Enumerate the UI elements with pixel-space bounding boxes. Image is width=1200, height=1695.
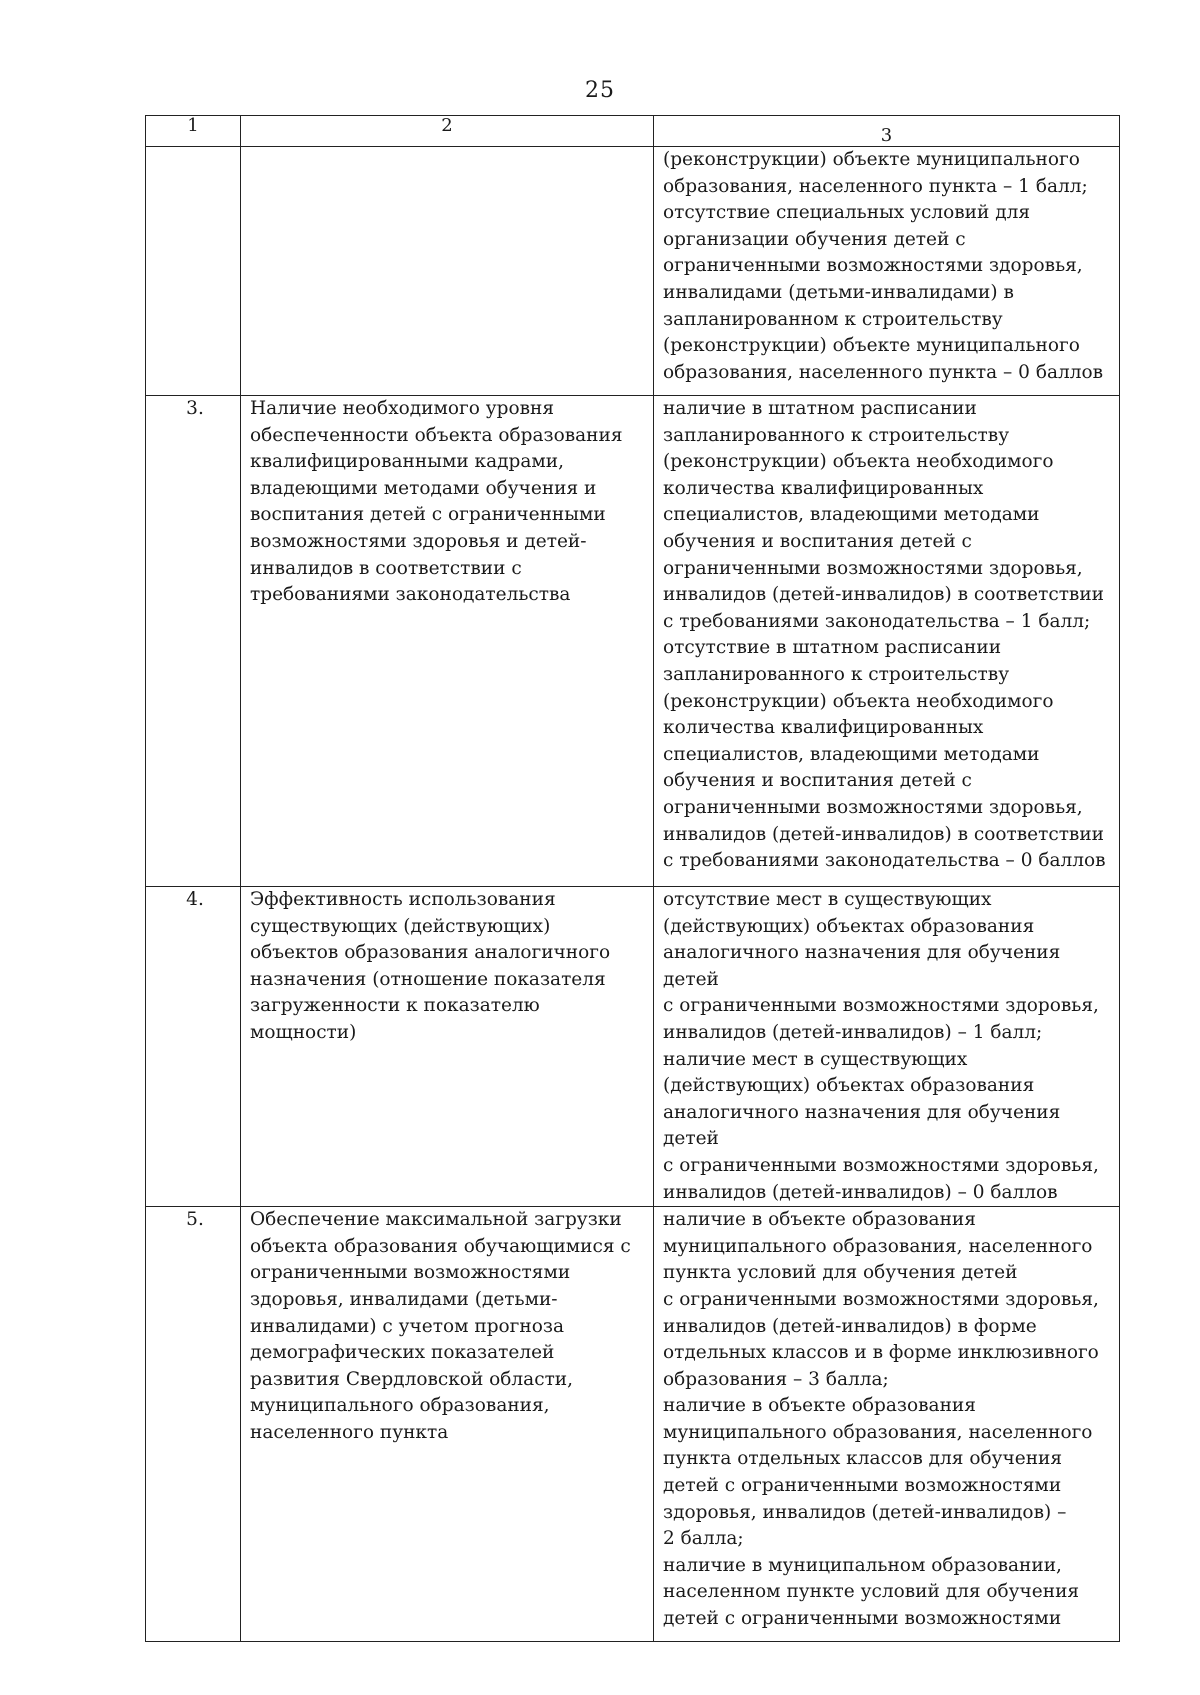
table-row [146,1207,1120,1642]
table-row [146,396,1120,887]
row-number: 4. [146,887,241,1207]
scoring-cell: (реконструкции) объекте муниципального образования, населенного пункта – 1 балл; отсутствие специальных условий для организации обучения детей с ограниченными возможностями здоровья, инвалидами (детьми-инвалидами) в запланированном к строительству (реконструкции) объекте муниципального образования, населенного пункта – 0 баллов [654,147,1120,396]
table-row [146,147,1120,396]
row-number: 3. [146,396,241,887]
criterion-cell [241,147,654,396]
row-number [146,147,241,396]
row-number: 5. [146,1207,241,1642]
criteria-table [145,115,1120,1642]
scoring-cell: наличие в объекте образования муниципального образования, населенного пункта условий для обучения детей с ограниченными возможностями здоровья, инвалидов (детей-инвалидов) в форме отдельных классов и в форме инклюзивного образования – 3 балла; наличие в объекте образования муниципального образования, населенного пункта отдельных классов для обучения детей с ограниченными возможностями здоровья, инвалидов (детей-инвалидов) – 2 балла; наличие в муниципальном образовании, населенном пункте условий для обучения детей с ограниченными возможностями [654,1207,1120,1642]
header-col-3: 3 [654,116,1120,147]
table-row [146,887,1120,1207]
criterion-cell: Эффективность использования существующих (действующих) объектов образования аналогичного назначения (отношение показателя загруженности к показателю мощности) [241,887,654,1207]
criterion-cell: Наличие необходимого уровня обеспеченности объекта образования квалифицированными кадрами, владеющими методами обучения и воспитания детей с ограниченными возможностями здоровья и детей- инвалидов в соответствии с требованиями законодательства [241,396,654,887]
page-number: 25 [585,78,615,103]
table-header-row [146,116,1120,147]
scoring-cell: отсутствие мест в существующих (действующих) объектах образования аналогичного назначения для обучения детей с ограниченными возможностями здоровья, инвалидов (детей-инвалидов) – 1 балл; наличие мест в существующих (действующих) объектах образования аналогичного назначения для обучения детей с ограниченными возможностями здоровья, инвалидов (детей-инвалидов) – 0 баллов [654,887,1120,1207]
criterion-cell: Обеспечение максимальной загрузки объекта образования обучающимися с ограниченными возможностями здоровья, инвалидами (детьми- инвалидами) с учетом прогноза демографических показателей развития Свердловской области, муниципального образования, населенного пункта [241,1207,654,1642]
header-col-2: 2 [241,116,654,147]
scoring-cell: наличие в штатном расписании запланированного к строительству (реконструкции) объекта необходимого количества квалифицированных специалистов, владеющими методами обучения и воспитания детей с ограниченными возможностями здоровья, инвалидов (детей-инвалидов) в соответствии с требованиями законодательства – 1 балл; отсутствие в штатном расписании запланированного к строительству (реконструкции) объекта необходимого количества квалифицированных специалистов, владеющими методами обучения и воспитания детей с ограниченными возможностями здоровья, инвалидов (детей-инвалидов) в соответствии с требованиями законодательства – 0 баллов [654,396,1120,887]
header-col-1: 1 [146,116,241,147]
